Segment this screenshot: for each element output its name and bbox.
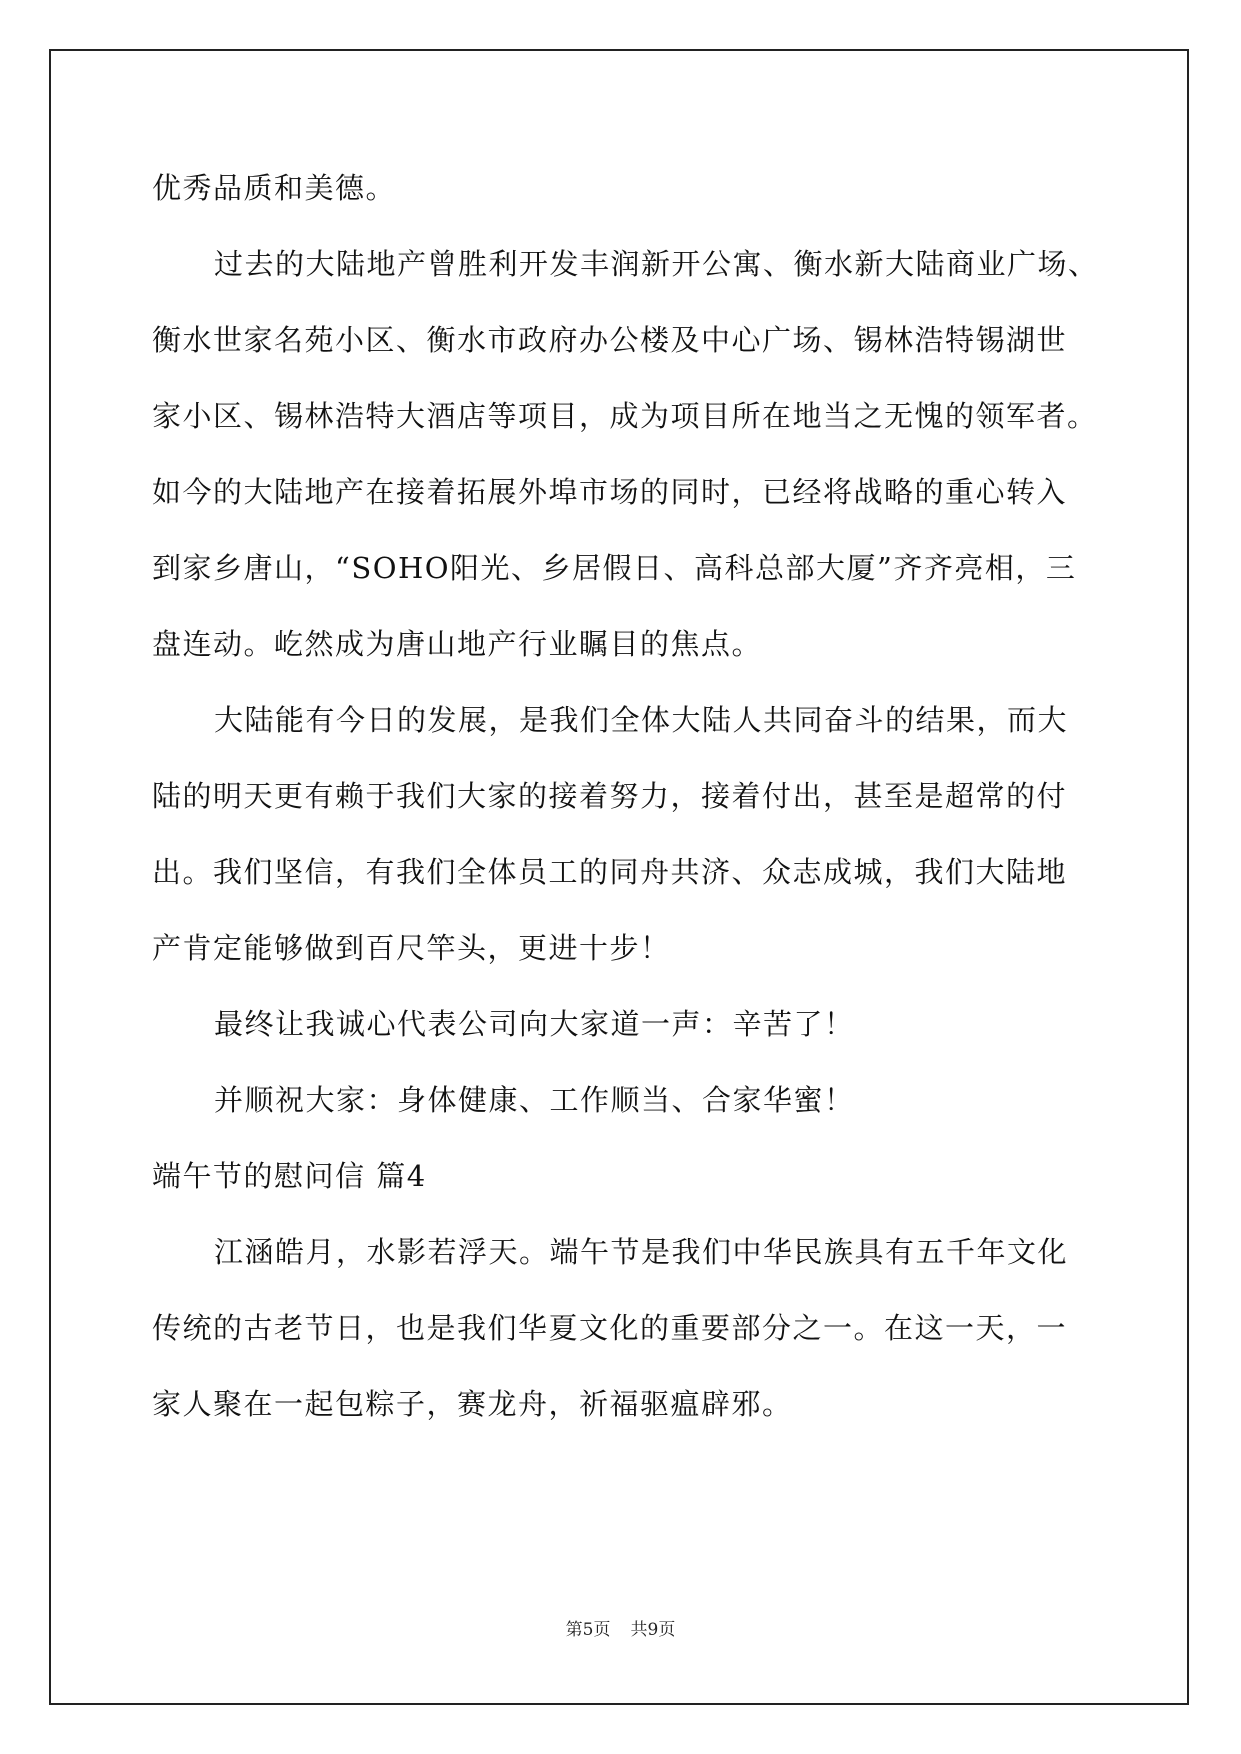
paragraph-line: 盘连动。屹然成为唐山地产行业瞩目的焦点。 xyxy=(152,627,763,661)
paragraph-line: 衡水世家名苑小区、衡水市政府办公楼及中心广场、锡林浩特锡湖世 xyxy=(152,323,1068,357)
paragraph-line: 家人聚在一起包粽子，赛龙舟，祈福驱瘟辟邪。 xyxy=(152,1387,793,1421)
paragraph-line: 到家乡唐山，“SOHO阳光、乡居假日、高科总部大厦”齐齐亮相，三 xyxy=(152,551,1077,585)
page-total: 共9页 xyxy=(630,1620,676,1640)
document-body xyxy=(152,150,1098,1442)
paragraph-line: 大陆能有今日的发展，是我们全体大陆人共同奋斗的结果，而大 xyxy=(214,703,1069,737)
page-footer xyxy=(0,1615,1241,1640)
section-heading: 端午节的慰问信 篇4 xyxy=(152,1159,427,1193)
paragraph-line: 产肯定能够做到百尺竿头，更进十步！ xyxy=(152,931,671,965)
paragraph-line: 出。我们坚信，有我们全体员工的同舟共济、众志成城，我们大陆地 xyxy=(152,855,1068,889)
paragraph-line: 家小区、锡林浩特大酒店等项目，成为项目所在地当之无愧的领军者。 xyxy=(152,399,1098,433)
paragraph-line: 传统的古老节日，也是我们华夏文化的重要部分之一。在这一天，一 xyxy=(152,1311,1068,1345)
paragraph-line: 如今的大陆地产在接着拓展外埠市场的同时，已经将战略的重心转入 xyxy=(152,475,1068,509)
paragraph-line: 过去的大陆地产曾胜利开发丰润新开公寓、衡水新大陆商业广场、 xyxy=(214,247,1099,281)
page-number: 第5页 xyxy=(565,1620,611,1640)
paragraph-line: 并顺祝大家：身体健康、工作顺当、合家华蜜！ xyxy=(214,1083,855,1117)
paragraph-line: 陆的明天更有赖于我们大家的接着努力，接着付出，甚至是超常的付 xyxy=(152,779,1068,813)
paragraph-line: 江涵皓月，水影若浮天。端午节是我们中华民族具有五千年文化 xyxy=(214,1235,1069,1269)
paragraph-line: 优秀品质和美德。 xyxy=(152,171,397,205)
paragraph-line: 最终让我诚心代表公司向大家道一声：辛苦了！ xyxy=(214,1007,855,1041)
